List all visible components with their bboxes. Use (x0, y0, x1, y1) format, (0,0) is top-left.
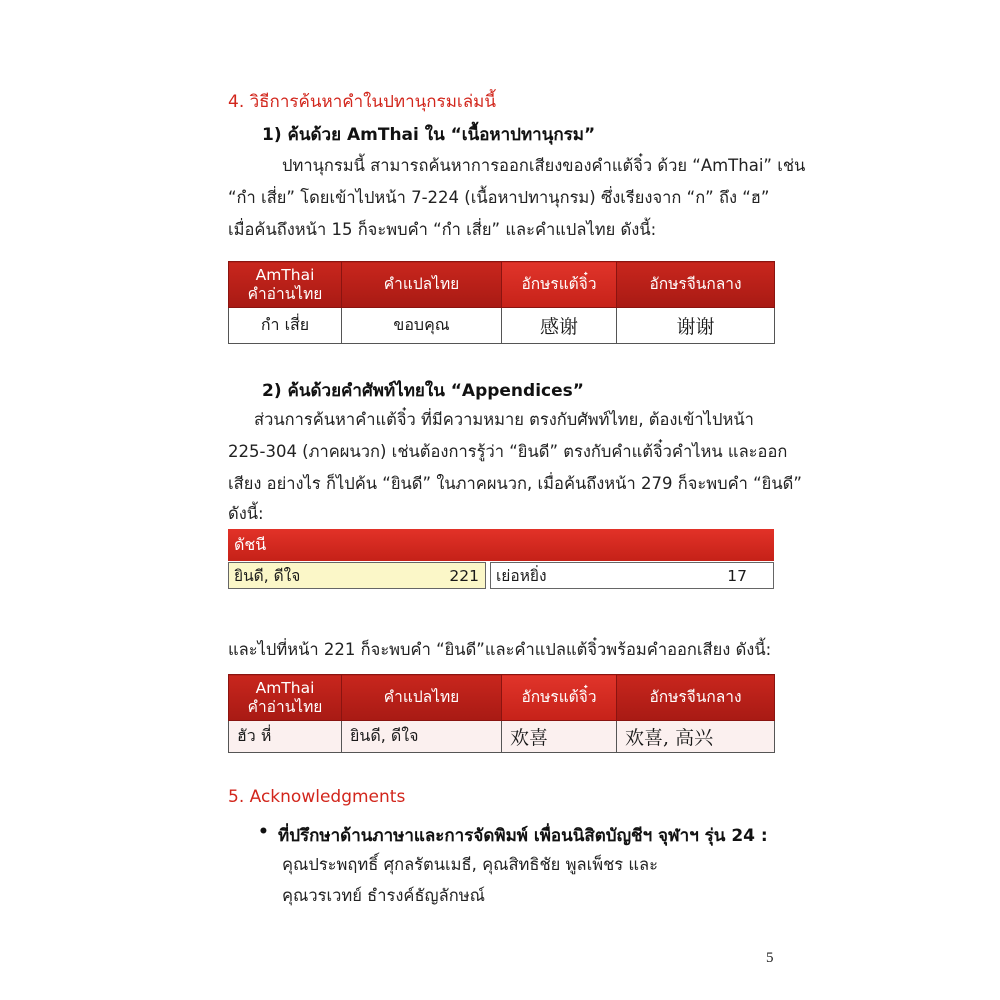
header-line: AmThai (255, 678, 315, 697)
index-word: ยินดี, ดีใจ (234, 567, 301, 585)
header-line: AmThai (255, 265, 315, 284)
acknowledgment-names: คุณวรเวทย์ ธำรงค์ธัญลักษณ์ (282, 886, 485, 905)
table-header: คำแปลไทย (342, 675, 502, 721)
table-header: คำแปลไทย (342, 262, 502, 308)
paragraph-line: 225-304 (ภาคผนวก) เช่นต้องการรู้ว่า “ยินดี” ตรงกับคำแต้จิ๋วคำไหน และออก (228, 442, 788, 461)
table-header: อักษรจีนกลาง (617, 675, 775, 721)
index-page-number: 17 (727, 567, 747, 585)
paragraph-line: และไปที่หน้า 221 ก็จะพบคำ “ยินดี”และคำแปลแต้จิ๋วพร้อมคำออกเสียง ดังนี้: (228, 640, 772, 659)
table-cell: 感谢 (502, 308, 617, 344)
header-line: คำอ่านไทย (247, 697, 323, 716)
bullet-dot: • (258, 822, 269, 842)
index-header (228, 529, 774, 561)
paragraph-line: ดังนี้: (228, 504, 264, 523)
table-row (229, 721, 775, 753)
paragraph-line: ปทานุกรมนี้ สามารถค้นหาการออกเสียงของคำแต้จิ๋ว ด้วย “AmThai” เช่น (282, 156, 806, 175)
table-cell: กำ เสี่ย (229, 308, 342, 344)
table-header-amthai (229, 675, 342, 721)
table-header: อักษรแต้จิ๋ว (502, 675, 617, 721)
table-cell: 谢谢 (617, 308, 775, 344)
table-header-amthai (229, 262, 342, 308)
lookup-table-1 (228, 261, 775, 344)
table-row (229, 308, 775, 344)
table-header: อักษรจีนกลาง (617, 262, 775, 308)
index-excerpt (228, 529, 774, 593)
paragraph-line: “กำ เสี่ย” โดยเข้าไปหน้า 7-224 (เนื้อหาปทานุกรม) ซึ่งเรียงจาก “ก” ถึง “ฮ” (228, 188, 770, 207)
header-line: คำอ่านไทย (247, 284, 323, 303)
paragraph-line: ส่วนการค้นหาคำแต้จิ๋ว ที่มีความหมาย ตรงกับศัพท์ไทย, ต้องเข้าไปหน้า (254, 410, 754, 429)
index-entry-highlighted (228, 562, 486, 589)
index-word: เย่อหยิ่ง (496, 567, 547, 585)
acknowledgment-bullet: ที่ปรึกษาด้านภาษาและการจัดพิมพ์ เพื่อนนิสิตบัญชีฯ จุฬาฯ รุ่น 24 : (278, 826, 768, 846)
table-cell: 欢喜, 高兴 (617, 721, 775, 753)
table-cell: ฮัว หี่ (229, 721, 342, 753)
page-number: 5 (766, 950, 774, 966)
subsection-2-title: 2) ค้นด้วยคำศัพท์ไทยใน “Appendices” (262, 381, 584, 401)
table-header: อักษรแต้จิ๋ว (502, 262, 617, 308)
section-5-title: 5. Acknowledgments (228, 787, 406, 807)
index-header-label: ดัชนี (234, 535, 267, 554)
paragraph-line: เมื่อค้นถึงหน้า 15 ก็จะพบคำ “กำ เสี่ย” และคำแปลไทย ดังนี้: (228, 220, 657, 239)
index-entry (490, 562, 774, 589)
paragraph-line: เสียง อย่างไร ก็ไปค้น “ยินดี” ในภาคผนวก, เมื่อค้นถึงหน้า 279 ก็จะพบคำ “ยินดี” (228, 474, 802, 493)
subsection-1-title: 1) ค้นด้วย AmThai ใน “เนื้อหาปทานุกรม” (262, 125, 596, 145)
section-4-title: 4. วิธีการค้นหาคำในปทานุกรมเล่มนี้ (228, 92, 496, 112)
lookup-table-2 (228, 674, 775, 753)
table-cell: ขอบคุณ (342, 308, 502, 344)
index-page-number: 221 (449, 567, 479, 585)
acknowledgment-names: คุณประพฤทธิ์ ศุกลรัตนเมธี, คุณสิทธิชัย พูลเพ็ชร และ (282, 855, 659, 874)
table-cell: 欢喜 (502, 721, 617, 753)
table-cell: ยินดี, ดีใจ (342, 721, 502, 753)
